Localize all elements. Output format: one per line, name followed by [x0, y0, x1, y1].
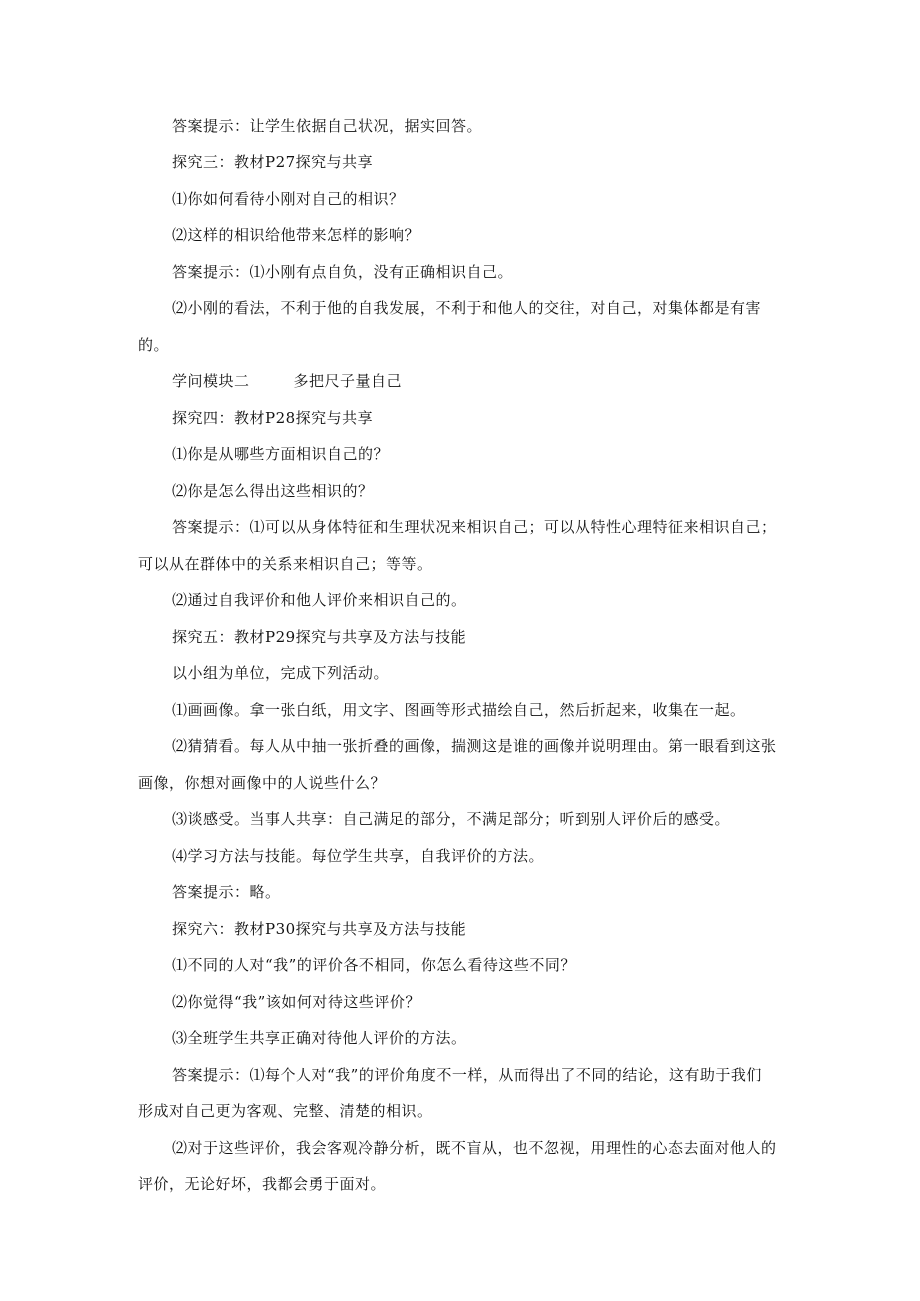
- question-line: ⑴你是从哪些方面相识自己的？: [172, 445, 390, 463]
- inquiry-four-heading: 探究四：教材P28探究与共享: [172, 409, 374, 427]
- module-label: 学问模块二: [172, 372, 250, 390]
- answer-line-continued: 的。: [138, 336, 170, 354]
- module-title: 多把尺子量自己: [293, 372, 403, 390]
- answer-line: ⑵小刚的看法，不利于他的自我发展，不利于和他人的交往，对自己，对集体都是有害: [172, 299, 762, 317]
- question-line: ⑵你觉得“我”该如何对待这些评价？: [172, 993, 421, 1011]
- activity-line: ⑴画画像。拿一张白纸，用文字、图画等形式描绘自己，然后折起来，收集在一起。: [172, 701, 746, 719]
- question-line: ⑶全班学生共享正确对待他人评价的方法。: [172, 1029, 467, 1047]
- module-two-heading: [172, 371, 402, 391]
- activity-line-continued: 画像，你想对画像中的人说些什么？: [138, 774, 387, 792]
- question-line: ⑵这样的相识给他带来怎样的影响？: [172, 226, 421, 244]
- answer-line-continued: 评价，无论好坏，我都会勇于面对。: [138, 1175, 387, 1193]
- answer-line: ⑵对于这些评价，我会客观冷静分析，既不盲从，也不忽视，用理性的心态去面对他人的: [172, 1139, 777, 1157]
- question-line: ⑵你是怎么得出这些相识的？: [172, 482, 374, 500]
- answer-hint-line: 答案提示：⑴可以从身体特征和生理状况来相识自己；可以从特性心理特征来相识自己；: [172, 518, 777, 536]
- inquiry-five-heading: 探究五：教材P29探究与共享及方法与技能: [172, 628, 467, 646]
- answer-hint-line: 答案提示：⑴小刚有点自负，没有正确相识自己。: [172, 263, 514, 281]
- activity-line: ⑶谈感受。当事人共享：自己满足的部分，不满足部分；听到别人评价后的感受。: [172, 810, 731, 828]
- answer-line-continued: 可以从在群体中的关系来相识自己；等等。: [138, 555, 433, 573]
- answer-line-continued: 形成对自己更为客观、完整、清楚的相识。: [138, 1102, 433, 1120]
- activity-line: ⑵猜猜看。每人从中抽一张折叠的画像，揣测这是谁的画像并说明理由。第一眼看到这张: [172, 737, 777, 755]
- question-line: ⑴你如何看待小刚对自己的相识？: [172, 190, 405, 208]
- answer-hint-line: 答案提示：略。: [172, 883, 281, 901]
- activity-line: ⑷学习方法与技能。每位学生共享，自我评价的方法。: [172, 847, 545, 865]
- instruction-line: 以小组为单位，完成下列活动。: [172, 664, 390, 682]
- answer-line: ⑵通过自我评价和他人评价来相识自己的。: [172, 591, 467, 609]
- inquiry-six-heading: 探究六：教材P30探究与共享及方法与技能: [172, 920, 467, 938]
- question-line: ⑴不同的人对“我”的评价各不相同，你怎么看待这些不同？: [172, 956, 576, 974]
- answer-hint-line: 答案提示：⑴每个人对“我”的评价角度不一样，从而得出了不同的结论，这有助于我们: [172, 1066, 762, 1084]
- inquiry-three-heading: 探究三：教材P27探究与共享: [172, 153, 374, 171]
- answer-hint-line: 答案提示：让学生依据自己状况，据实回答。: [172, 117, 483, 135]
